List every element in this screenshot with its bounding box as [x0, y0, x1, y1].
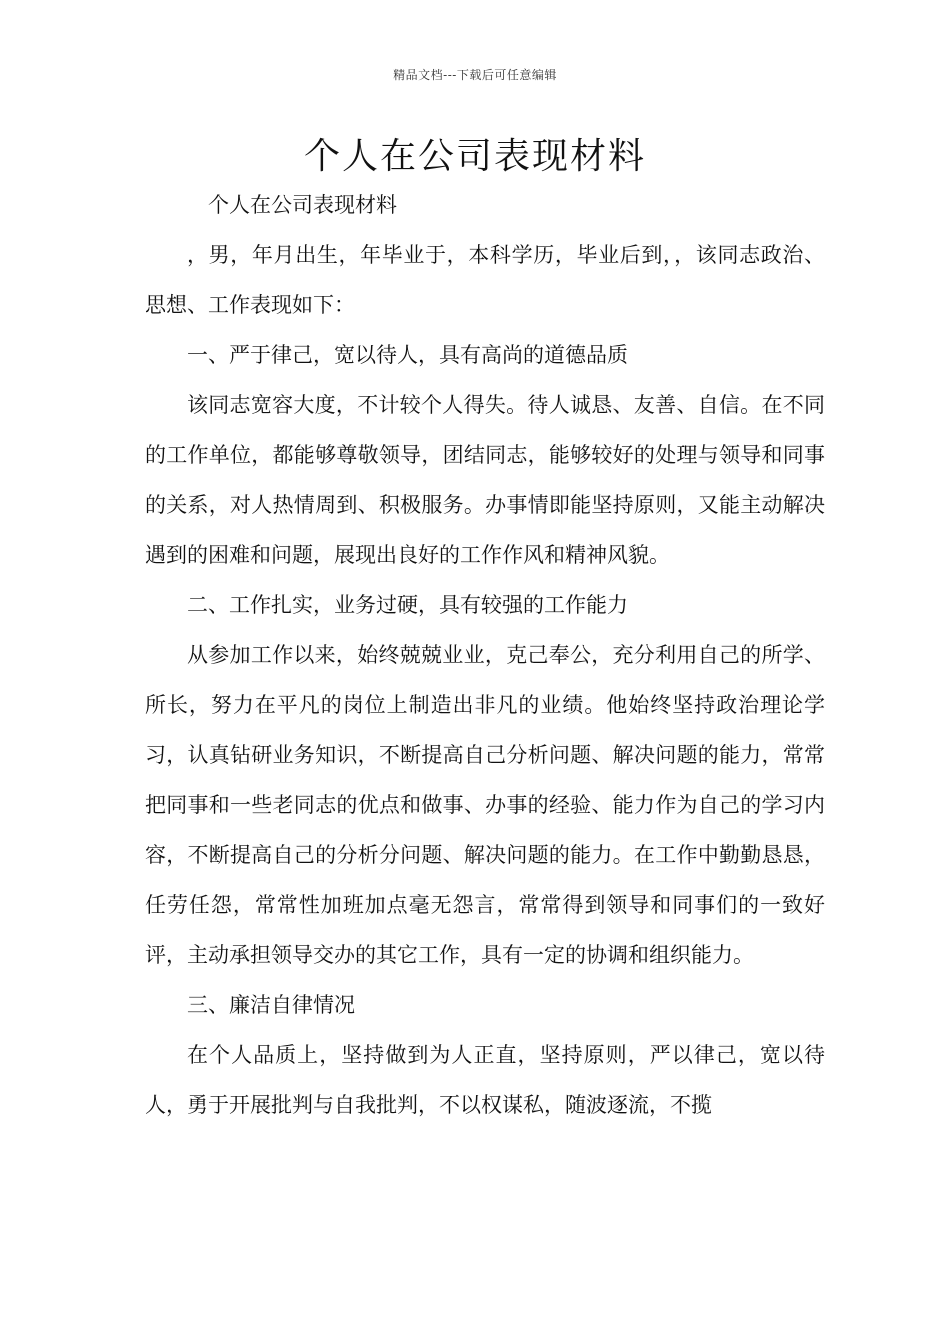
document-body	[145, 180, 825, 1130]
section-heading-3: 三、廉洁自律情况	[187, 993, 355, 1017]
section-paragraph-2: 从参加工作以来，始终兢兢业业，克己奉公，充分利用自己的所学、所长，努力在平凡的岗位上制造出非凡的业绩。他始终坚持政治理论学习，认真钻研业务知识，不断提高自己分析问题、解决问题的能力，常常把同事和一些老同志的优点和做事、办事的经验、能力作为自己的学习内容，不断提高自己的分析分问题、解决问题的能力。在工作中勤勤恳恳，任劳任怨，常常性加班加点毫无怨言，常常得到领导和同事们的一致好评，主动承担领导交办的其它工作，具有一定的协调和组织能力。	[145, 643, 825, 967]
intro-paragraph: ，男，年月出生，年毕业于，本科学历，毕业后到，，该同志政治、思想、工作表现如下：	[145, 243, 825, 317]
header-note: 精品文档---下载后可任意编辑	[393, 68, 557, 82]
section-heading-1: 一、严于律己，宽以待人，具有高尚的道德品质	[187, 343, 628, 367]
section-heading-2: 二、工作扎实，业务过硬，具有较强的工作能力	[187, 593, 628, 617]
document-subtitle: 个人在公司表现材料	[208, 193, 397, 217]
section-paragraph-1: 该同志宽容大度，不计较个人得失。待人诚恳、友善、自信。在不同的工作单位，都能够尊敬领导，团结同志，能够较好的处理与领导和同事的关系，对人热情周到、积极服务。办事情即能坚持原则，又能主动解决遇到的困难和问题，展现出良好的工作作风和精神风貌。	[145, 393, 825, 567]
section-paragraph-3: 在个人品质上，坚持做到为人正直，坚持原则，严以律己，宽以待人，勇于开展批判与自我批判，不以权谋私，随波逐流，不揽	[145, 1043, 825, 1117]
document-title: 个人在公司表现材料	[303, 136, 646, 177]
